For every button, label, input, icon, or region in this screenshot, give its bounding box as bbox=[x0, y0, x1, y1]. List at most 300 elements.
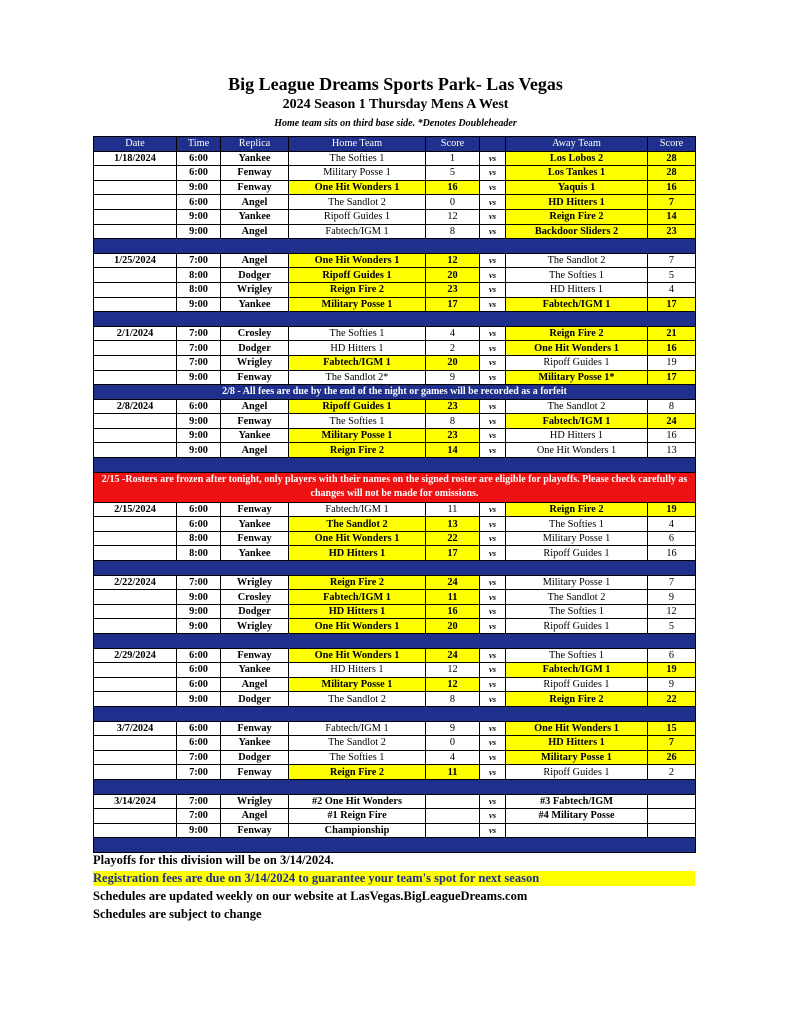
home-team: HD Hitters 1 bbox=[289, 604, 426, 619]
game-time: 9:00 bbox=[177, 692, 221, 707]
game-time: 9:00 bbox=[177, 209, 221, 224]
game-row bbox=[94, 736, 696, 751]
home-score: 14 bbox=[426, 443, 480, 458]
game-row bbox=[94, 268, 696, 283]
home-score: 17 bbox=[426, 297, 480, 312]
game-row bbox=[94, 428, 696, 443]
home-score: 20 bbox=[426, 268, 480, 283]
home-score: 23 bbox=[426, 399, 480, 414]
away-team: The Sandlot 2 bbox=[506, 253, 648, 268]
game-time: 6:00 bbox=[177, 648, 221, 663]
home-score: 9 bbox=[426, 721, 480, 736]
away-team: Ripoff Guides 1 bbox=[506, 546, 648, 561]
away-team: Reign Fire 2 bbox=[506, 209, 648, 224]
home-score: 17 bbox=[426, 546, 480, 561]
away-team: Reign Fire 2 bbox=[506, 326, 648, 341]
game-row bbox=[94, 399, 696, 414]
away-score: 5 bbox=[648, 268, 696, 283]
away-team: Ripoff Guides 1 bbox=[506, 765, 648, 780]
week-separator bbox=[94, 779, 696, 794]
schedule-table bbox=[93, 136, 696, 853]
game-date bbox=[94, 297, 177, 312]
home-score: 24 bbox=[426, 575, 480, 590]
game-field: Fenway bbox=[221, 531, 289, 546]
home-team: Championship bbox=[289, 823, 426, 838]
home-score: 4 bbox=[426, 326, 480, 341]
away-score: 26 bbox=[648, 750, 696, 765]
home-team: One Hit Wonders 1 bbox=[289, 648, 426, 663]
home-score: 11 bbox=[426, 590, 480, 605]
home-score: 9 bbox=[426, 370, 480, 385]
vs-label: vs bbox=[480, 531, 506, 546]
game-field: Angel bbox=[221, 443, 289, 458]
game-date bbox=[94, 282, 177, 297]
game-row bbox=[94, 663, 696, 678]
away-score: 21 bbox=[648, 326, 696, 341]
week-separator bbox=[94, 458, 696, 473]
game-time: 6:00 bbox=[177, 517, 221, 532]
game-date bbox=[94, 736, 177, 751]
vs-label: vs bbox=[480, 180, 506, 195]
game-date bbox=[94, 531, 177, 546]
home-team: Military Posse 1 bbox=[289, 677, 426, 692]
game-row bbox=[94, 590, 696, 605]
game-row bbox=[94, 282, 696, 297]
away-score bbox=[648, 823, 696, 838]
game-field: Fenway bbox=[221, 823, 289, 838]
game-date bbox=[94, 166, 177, 181]
game-date bbox=[94, 355, 177, 370]
home-score: 20 bbox=[426, 355, 480, 370]
away-score: 12 bbox=[648, 604, 696, 619]
game-date bbox=[94, 750, 177, 765]
game-date: 2/22/2024 bbox=[94, 575, 177, 590]
col-replica: Replica bbox=[221, 137, 289, 152]
away-team: Ripoff Guides 1 bbox=[506, 619, 648, 634]
home-team: Fabtech/IGM 1 bbox=[289, 590, 426, 605]
home-score: 11 bbox=[426, 502, 480, 517]
home-team: #1 Reign Fire bbox=[289, 809, 426, 824]
week-separator bbox=[94, 561, 696, 576]
away-score: 2 bbox=[648, 765, 696, 780]
away-score: 14 bbox=[648, 209, 696, 224]
vs-label: vs bbox=[480, 399, 506, 414]
home-team: Military Posse 1 bbox=[289, 297, 426, 312]
away-team: The Sandlot 2 bbox=[506, 399, 648, 414]
separator-cell bbox=[94, 634, 696, 649]
game-field: Yankee bbox=[221, 209, 289, 224]
game-time: 9:00 bbox=[177, 590, 221, 605]
vs-label: vs bbox=[480, 765, 506, 780]
game-field: Yankee bbox=[221, 546, 289, 561]
home-team: HD Hitters 1 bbox=[289, 663, 426, 678]
home-team: Military Posse 1 bbox=[289, 166, 426, 181]
game-date bbox=[94, 443, 177, 458]
game-field: Crosley bbox=[221, 590, 289, 605]
game-row bbox=[94, 253, 696, 268]
away-team: Military Posse 1 bbox=[506, 531, 648, 546]
home-team: Ripoff Guides 1 bbox=[289, 268, 426, 283]
week-separator bbox=[94, 634, 696, 649]
separator-cell bbox=[94, 706, 696, 721]
home-score: 11 bbox=[426, 765, 480, 780]
vs-label: vs bbox=[480, 297, 506, 312]
game-time: 9:00 bbox=[177, 414, 221, 429]
separator-cell bbox=[94, 458, 696, 473]
vs-label: vs bbox=[480, 721, 506, 736]
vs-label: vs bbox=[480, 648, 506, 663]
away-team: Fabtech/IGM 1 bbox=[506, 297, 648, 312]
vs-label: vs bbox=[480, 282, 506, 297]
game-row bbox=[94, 721, 696, 736]
away-score: 22 bbox=[648, 692, 696, 707]
game-field: Angel bbox=[221, 677, 289, 692]
away-team bbox=[506, 823, 648, 838]
away-team: #4 Military Posse bbox=[506, 809, 648, 824]
away-team: The Softies 1 bbox=[506, 517, 648, 532]
vs-label: vs bbox=[480, 414, 506, 429]
home-score: 22 bbox=[426, 531, 480, 546]
game-field: Wrigley bbox=[221, 355, 289, 370]
game-time: 6:00 bbox=[177, 736, 221, 751]
game-time: 7:00 bbox=[177, 750, 221, 765]
vs-label: vs bbox=[480, 253, 506, 268]
home-score: 8 bbox=[426, 414, 480, 429]
col-home-team: Home Team bbox=[289, 137, 426, 152]
game-field: Wrigley bbox=[221, 575, 289, 590]
col-date: Date bbox=[94, 137, 177, 152]
vs-label: vs bbox=[480, 619, 506, 634]
away-team: One Hit Wonders 1 bbox=[506, 341, 648, 356]
away-team: Yaquis 1 bbox=[506, 180, 648, 195]
home-score bbox=[426, 794, 480, 809]
away-score: 7 bbox=[648, 253, 696, 268]
vs-label: vs bbox=[480, 224, 506, 239]
game-field: Fenway bbox=[221, 721, 289, 736]
game-row bbox=[94, 224, 696, 239]
away-score: 6 bbox=[648, 648, 696, 663]
game-field: Yankee bbox=[221, 663, 289, 678]
game-row bbox=[94, 180, 696, 195]
game-date bbox=[94, 590, 177, 605]
game-field: Fenway bbox=[221, 648, 289, 663]
subject-note: Schedules are subject to change bbox=[93, 907, 262, 921]
home-team-note: Home team sits on third base side. *Denotes Doubleheader bbox=[274, 118, 517, 129]
away-team: Reign Fire 2 bbox=[506, 502, 648, 517]
home-team: #2 One Hit Wonders bbox=[289, 794, 426, 809]
vs-label: vs bbox=[480, 575, 506, 590]
away-score: 8 bbox=[648, 399, 696, 414]
game-date bbox=[94, 663, 177, 678]
registration-note: Registration fees are due on 3/14/2024 to guarantee your team's spot for next season bbox=[93, 871, 695, 886]
away-team: The Sandlot 2 bbox=[506, 590, 648, 605]
game-time: 6:00 bbox=[177, 502, 221, 517]
game-time: 6:00 bbox=[177, 663, 221, 678]
home-team: One Hit Wonders 1 bbox=[289, 619, 426, 634]
separator-cell bbox=[94, 239, 696, 254]
game-date bbox=[94, 341, 177, 356]
away-score: 7 bbox=[648, 736, 696, 751]
home-team: The Softies 1 bbox=[289, 750, 426, 765]
game-row bbox=[94, 604, 696, 619]
week-separator bbox=[94, 312, 696, 327]
away-team: Fabtech/IGM 1 bbox=[506, 663, 648, 678]
home-team: The Sandlot 2* bbox=[289, 370, 426, 385]
game-field: Dodger bbox=[221, 750, 289, 765]
home-score: 12 bbox=[426, 209, 480, 224]
game-time: 7:00 bbox=[177, 794, 221, 809]
home-score: 4 bbox=[426, 750, 480, 765]
away-score: 19 bbox=[648, 502, 696, 517]
game-time: 7:00 bbox=[177, 326, 221, 341]
away-score: 16 bbox=[648, 180, 696, 195]
home-score bbox=[426, 809, 480, 824]
home-score: 0 bbox=[426, 195, 480, 210]
game-field: Fenway bbox=[221, 765, 289, 780]
home-team: Reign Fire 2 bbox=[289, 765, 426, 780]
game-field: Angel bbox=[221, 224, 289, 239]
vs-label: vs bbox=[480, 809, 506, 824]
game-date: 3/14/2024 bbox=[94, 794, 177, 809]
game-row bbox=[94, 195, 696, 210]
home-team: Military Posse 1 bbox=[289, 428, 426, 443]
game-field: Angel bbox=[221, 195, 289, 210]
game-time: 9:00 bbox=[177, 619, 221, 634]
game-time: 9:00 bbox=[177, 224, 221, 239]
game-row bbox=[94, 692, 696, 707]
vs-label: vs bbox=[480, 663, 506, 678]
col-time: Time bbox=[177, 137, 221, 152]
away-score: 28 bbox=[648, 151, 696, 166]
home-score: 8 bbox=[426, 692, 480, 707]
away-team: Reign Fire 2 bbox=[506, 692, 648, 707]
game-field: Crosley bbox=[221, 326, 289, 341]
announcement-text: 2/8 - All fees are due by the end of the night or games will be recorded as a forfeit bbox=[94, 385, 696, 400]
game-date bbox=[94, 809, 177, 824]
game-date bbox=[94, 677, 177, 692]
col-away-team: Away Team bbox=[506, 137, 648, 152]
home-team: One Hit Wonders 1 bbox=[289, 253, 426, 268]
game-field: Fenway bbox=[221, 414, 289, 429]
vs-label: vs bbox=[480, 209, 506, 224]
game-field: Wrigley bbox=[221, 794, 289, 809]
away-team: Backdoor Sliders 2 bbox=[506, 224, 648, 239]
away-score: 28 bbox=[648, 166, 696, 181]
home-team: The Sandlot 2 bbox=[289, 692, 426, 707]
home-team: Reign Fire 2 bbox=[289, 575, 426, 590]
game-date bbox=[94, 517, 177, 532]
home-team: HD Hitters 1 bbox=[289, 546, 426, 561]
away-score: 13 bbox=[648, 443, 696, 458]
game-field: Fenway bbox=[221, 166, 289, 181]
home-team: The Softies 1 bbox=[289, 151, 426, 166]
playoff-row bbox=[94, 823, 696, 838]
home-team: HD Hitters 1 bbox=[289, 341, 426, 356]
game-row bbox=[94, 502, 696, 517]
game-date bbox=[94, 765, 177, 780]
home-score: 16 bbox=[426, 604, 480, 619]
page-title: Big League Dreams Sports Park- Las Vegas bbox=[228, 74, 563, 94]
game-date bbox=[94, 546, 177, 561]
away-team: HD Hitters 1 bbox=[506, 736, 648, 751]
vs-label: vs bbox=[480, 590, 506, 605]
game-row bbox=[94, 546, 696, 561]
away-score: 4 bbox=[648, 282, 696, 297]
game-field: Wrigley bbox=[221, 282, 289, 297]
game-row bbox=[94, 209, 696, 224]
vs-label: vs bbox=[480, 151, 506, 166]
game-time: 6:00 bbox=[177, 399, 221, 414]
schedule-body bbox=[94, 151, 696, 852]
vs-label: vs bbox=[480, 443, 506, 458]
vs-label: vs bbox=[480, 794, 506, 809]
vs-label: vs bbox=[480, 750, 506, 765]
vs-label: vs bbox=[480, 502, 506, 517]
away-score: 4 bbox=[648, 517, 696, 532]
game-field: Yankee bbox=[221, 517, 289, 532]
separator-cell bbox=[94, 838, 696, 853]
game-row bbox=[94, 297, 696, 312]
home-team: The Sandlot 2 bbox=[289, 517, 426, 532]
game-field: Dodger bbox=[221, 268, 289, 283]
away-team: Military Posse 1* bbox=[506, 370, 648, 385]
away-score: 16 bbox=[648, 428, 696, 443]
home-team: Fabtech/IGM 1 bbox=[289, 721, 426, 736]
home-score: 24 bbox=[426, 648, 480, 663]
game-date: 3/7/2024 bbox=[94, 721, 177, 736]
game-time: 6:00 bbox=[177, 166, 221, 181]
game-row bbox=[94, 619, 696, 634]
away-team: The Softies 1 bbox=[506, 648, 648, 663]
home-team: The Softies 1 bbox=[289, 326, 426, 341]
away-team: Military Posse 1 bbox=[506, 750, 648, 765]
game-row bbox=[94, 531, 696, 546]
vs-label: vs bbox=[480, 370, 506, 385]
home-team: One Hit Wonders 1 bbox=[289, 180, 426, 195]
home-score bbox=[426, 823, 480, 838]
game-time: 9:00 bbox=[177, 823, 221, 838]
vs-label: vs bbox=[480, 428, 506, 443]
separator-cell bbox=[94, 561, 696, 576]
vs-label: vs bbox=[480, 326, 506, 341]
home-score: 23 bbox=[426, 428, 480, 443]
game-date bbox=[94, 370, 177, 385]
game-row bbox=[94, 355, 696, 370]
away-score: 5 bbox=[648, 619, 696, 634]
game-time: 9:00 bbox=[177, 604, 221, 619]
away-team: #3 Fabtech/IGM bbox=[506, 794, 648, 809]
game-field: Fenway bbox=[221, 502, 289, 517]
away-score: 16 bbox=[648, 546, 696, 561]
away-team: Los Lobos 2 bbox=[506, 151, 648, 166]
game-time: 7:00 bbox=[177, 765, 221, 780]
game-date bbox=[94, 195, 177, 210]
home-score: 16 bbox=[426, 180, 480, 195]
game-row bbox=[94, 341, 696, 356]
home-team: Reign Fire 2 bbox=[289, 282, 426, 297]
game-row bbox=[94, 326, 696, 341]
game-time: 9:00 bbox=[177, 428, 221, 443]
away-score: 19 bbox=[648, 663, 696, 678]
col-vs bbox=[480, 137, 506, 152]
vs-label: vs bbox=[480, 195, 506, 210]
away-score: 24 bbox=[648, 414, 696, 429]
game-date bbox=[94, 604, 177, 619]
game-time: 7:00 bbox=[177, 809, 221, 824]
game-row bbox=[94, 677, 696, 692]
game-date: 1/18/2024 bbox=[94, 151, 177, 166]
game-time: 6:00 bbox=[177, 677, 221, 692]
away-team: The Softies 1 bbox=[506, 604, 648, 619]
game-date bbox=[94, 823, 177, 838]
page-subtitle: 2024 Season 1 Thursday Mens A West bbox=[282, 97, 509, 112]
game-row bbox=[94, 414, 696, 429]
away-team: HD Hitters 1 bbox=[506, 195, 648, 210]
game-field: Yankee bbox=[221, 151, 289, 166]
home-team: Fabtech/IGM 1 bbox=[289, 502, 426, 517]
game-field: Wrigley bbox=[221, 619, 289, 634]
separator-cell bbox=[94, 312, 696, 327]
away-team: Ripoff Guides 1 bbox=[506, 677, 648, 692]
home-score: 1 bbox=[426, 151, 480, 166]
game-date bbox=[94, 428, 177, 443]
vs-label: vs bbox=[480, 268, 506, 283]
game-field: Fenway bbox=[221, 370, 289, 385]
game-field: Yankee bbox=[221, 428, 289, 443]
game-field: Dodger bbox=[221, 692, 289, 707]
game-time: 8:00 bbox=[177, 268, 221, 283]
roster-alert-row bbox=[94, 472, 696, 502]
game-date: 2/8/2024 bbox=[94, 399, 177, 414]
away-team: Ripoff Guides 1 bbox=[506, 355, 648, 370]
game-time: 7:00 bbox=[177, 341, 221, 356]
away-score: 7 bbox=[648, 575, 696, 590]
game-field: Fenway bbox=[221, 180, 289, 195]
home-team: Reign Fire 2 bbox=[289, 443, 426, 458]
vs-label: vs bbox=[480, 341, 506, 356]
roster-alert-text: 2/15 -Rosters are frozen after tonight, only players with their names on the signed roster are eligible for playoffs. Please check carefully as changes will not be made for omissions. bbox=[94, 472, 696, 502]
away-score: 6 bbox=[648, 531, 696, 546]
playoff-row bbox=[94, 809, 696, 824]
game-row bbox=[94, 575, 696, 590]
home-score: 12 bbox=[426, 677, 480, 692]
game-row bbox=[94, 151, 696, 166]
vs-label: vs bbox=[480, 736, 506, 751]
away-score: 23 bbox=[648, 224, 696, 239]
home-team: One Hit Wonders 1 bbox=[289, 531, 426, 546]
game-date bbox=[94, 268, 177, 283]
game-time: 9:00 bbox=[177, 443, 221, 458]
game-time: 7:00 bbox=[177, 355, 221, 370]
home-team: Fabtech/IGM 1 bbox=[289, 224, 426, 239]
home-team: The Sandlot 2 bbox=[289, 195, 426, 210]
header-row bbox=[94, 137, 696, 152]
game-field: Angel bbox=[221, 809, 289, 824]
vs-label: vs bbox=[480, 546, 506, 561]
away-score: 17 bbox=[648, 370, 696, 385]
game-time: 6:00 bbox=[177, 195, 221, 210]
home-score: 8 bbox=[426, 224, 480, 239]
announcement-row bbox=[94, 385, 696, 400]
home-score: 0 bbox=[426, 736, 480, 751]
away-score: 19 bbox=[648, 355, 696, 370]
away-team: HD Hitters 1 bbox=[506, 282, 648, 297]
game-time: 9:00 bbox=[177, 180, 221, 195]
home-team: The Softies 1 bbox=[289, 414, 426, 429]
game-date: 2/29/2024 bbox=[94, 648, 177, 663]
away-score bbox=[648, 809, 696, 824]
away-score: 7 bbox=[648, 195, 696, 210]
